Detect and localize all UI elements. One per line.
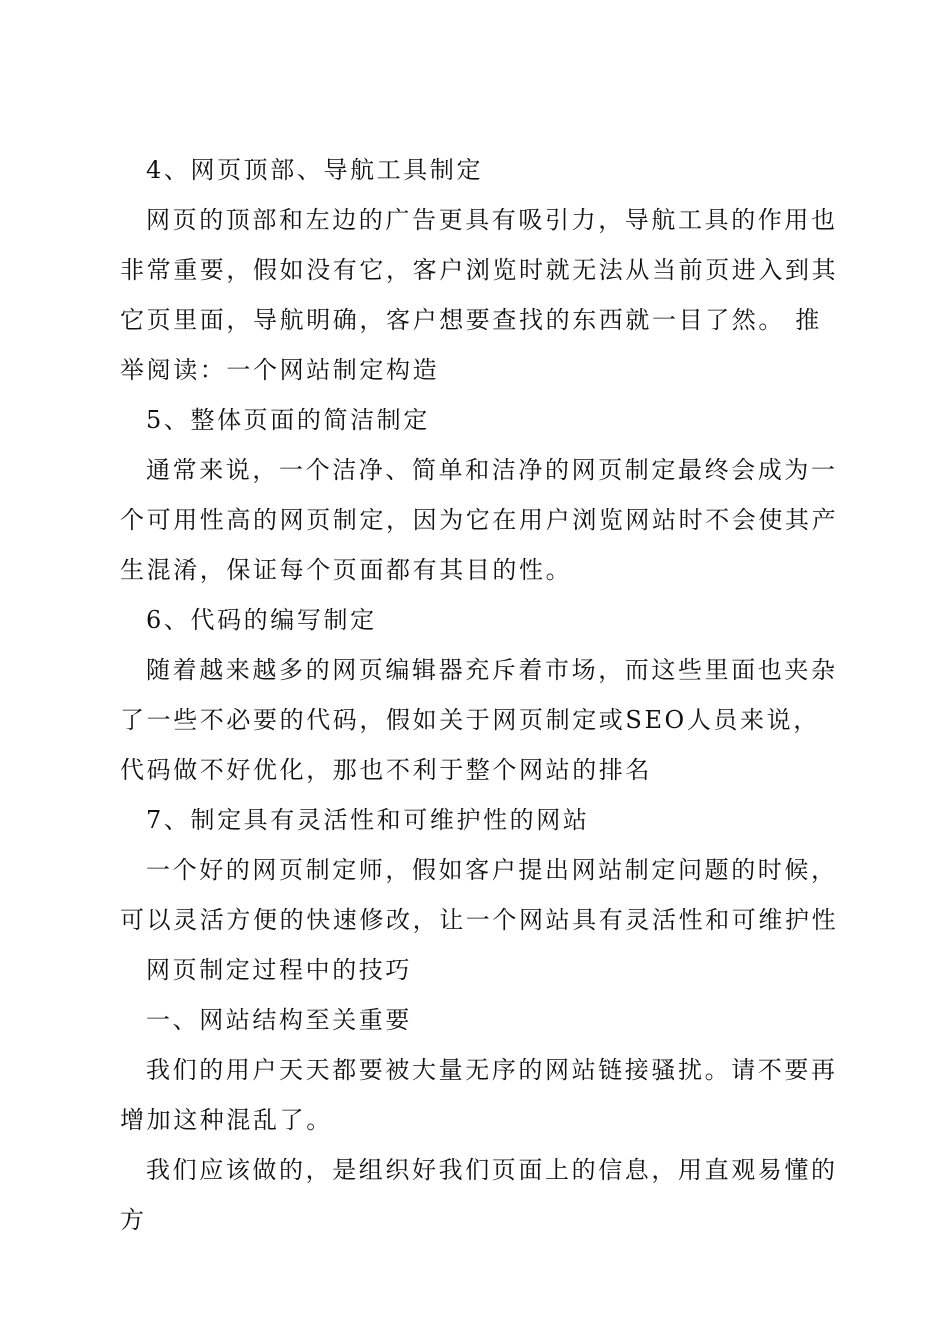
section-heading-5: 5、整体页面的简洁制定 bbox=[146, 406, 430, 434]
paragraph-simplicity: 通常来说，一个洁净、简单和洁净的网页制定最终会成为一个可用性高的网页制定，因为它在用户浏览网站时不会使其产生混淆，保证每个页面都有其目的性。 bbox=[120, 456, 839, 584]
section-heading-4: 4、网页顶部、导航工具制定 bbox=[146, 156, 484, 184]
paragraph-navigation: 网页的顶部和左边的广告更具有吸引力，导航工具的作用也非常重要，假如没有它，客户浏览时就无法从当前页进入到其它页里面，导航明确，客户想要查找的东西就一目了然。 推举阅读：一个网站制定构造 bbox=[120, 206, 839, 384]
paragraph-organize: 我们应该做的，是组织好我们页面上的信息，用直观易懂的方 bbox=[120, 1156, 838, 1234]
paragraph-maintainability: 一个好的网页制定师，假如客户提出网站制定问题的时候，可以灵活方便的快速修改，让一个网站具有灵活性和可维护性 bbox=[120, 856, 839, 934]
section-heading-6: 6、代码的编写制定 bbox=[146, 606, 377, 634]
paragraph-users: 我们的用户天天都要被大量无序的网站链接骚扰。请不要再增加这种混乱了。 bbox=[120, 1056, 838, 1134]
section-heading-structure: 一、网站结构至关重要 bbox=[146, 1006, 412, 1034]
paragraph-code: 随着越来越多的网页编辑器充斥着市场，而这些里面也夹杂了一些不必要的代码，假如关于网页制定或SEO人员来说，代码做不好优化，那也不利于整个网站的排名 bbox=[120, 656, 838, 784]
document-body bbox=[120, 145, 840, 1245]
section-heading-tips: 网页制定过程中的技巧 bbox=[146, 956, 412, 984]
section-heading-7: 7、制定具有灵活性和可维护性的网站 bbox=[146, 806, 590, 834]
